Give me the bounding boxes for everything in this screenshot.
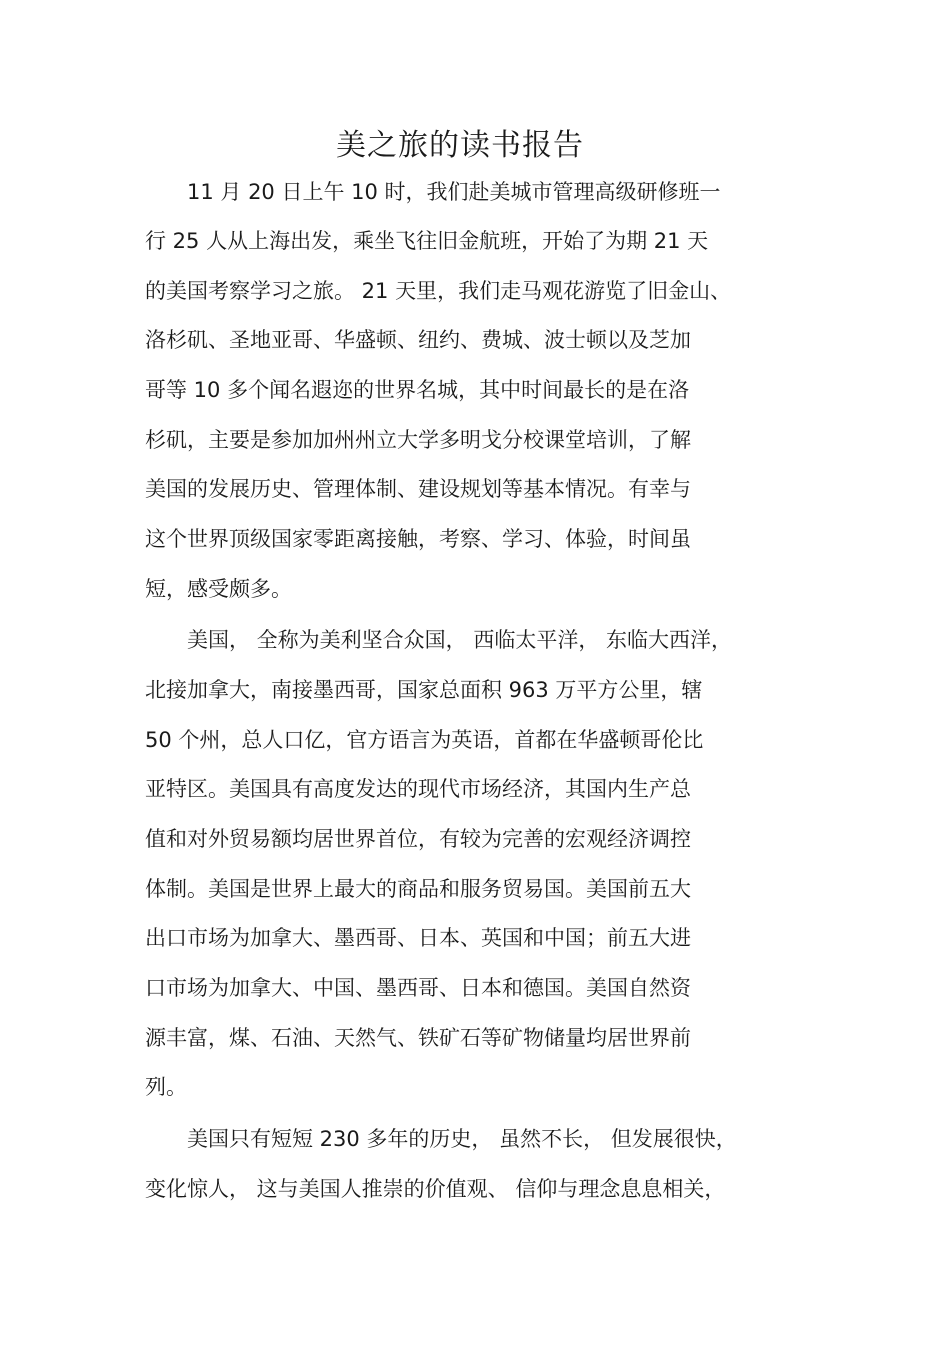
document-title: 美之旅的读书报告 xyxy=(336,128,584,163)
paragraph-3-line-1: 美国只有短短 230 多年的历史， 虽然不长， 但发展很快， xyxy=(145,1127,737,1151)
paragraph-2-line-3: 50 个州，总人口亿，官方语言为英语，首都在华盛顿哥伦比 xyxy=(145,728,704,752)
paragraph-2-line-7: 出口市场为加拿大、墨西哥、日本、英国和中国；前五大进 xyxy=(145,926,691,950)
paragraph-1-line-7: 美国的发展历史、管理体制、建设规划等基本情况。有幸与 xyxy=(145,477,691,501)
paragraph-2-line-2: 北接加拿大，南接墨西哥，国家总面积 963 万平方公里，辖 xyxy=(145,678,703,702)
paragraph-1-line-9: 短，感受颇多。 xyxy=(145,577,292,601)
paragraph-1-line-1: 11 月 20 日上午 10 时，我们赴美城市管理高级研修班一 xyxy=(145,180,721,204)
paragraph-2-line-8: 口市场为加拿大、中国、墨西哥、日本和德国。美国自然资 xyxy=(145,976,691,1000)
paragraph-2-line-5: 值和对外贸易额均居世界首位，有较为完善的宏观经济调控 xyxy=(145,827,691,851)
paragraph-2-line-1: 美国， 全称为美利坚合众国， 西临太平洋， 东临大西洋， xyxy=(145,628,733,652)
paragraph-1-line-4: 洛杉矶、圣地亚哥、华盛顿、纽约、费城、波士顿以及芝加 xyxy=(145,328,691,352)
paragraph-1-line-5: 哥等 10 多个闻名遐迩的世界名城，其中时间最长的是在洛 xyxy=(145,378,690,402)
paragraph-1-line-8: 这个世界顶级国家零距离接触，考察、学习、体验，时间虽 xyxy=(145,527,691,551)
paragraph-3-line-2: 变化惊人， 这与美国人推崇的价值观、 信仰与理念息息相关， xyxy=(145,1177,726,1201)
paragraph-1-line-3: 的美国考察学习之旅。 21 天里，我们走马观花游览了旧金山、 xyxy=(145,279,732,303)
paragraph-1-line-2: 行 25 人从上海出发，乘坐飞往旧金航班，开始了为期 21 天 xyxy=(145,229,709,253)
paragraph-2-line-6: 体制。美国是世界上最大的商品和服务贸易国。美国前五大 xyxy=(145,877,691,901)
paragraph-2-line-9: 源丰富，煤、石油、天然气、铁矿石等矿物储量均居世界前 xyxy=(145,1026,691,1050)
paragraph-2-line-10: 列。 xyxy=(145,1075,187,1099)
paragraph-1-line-6: 杉矶，主要是参加加州州立大学多明戈分校课堂培训，了解 xyxy=(145,428,691,452)
paragraph-2-line-4: 亚特区。美国具有高度发达的现代市场经济，其国内生产总 xyxy=(145,777,691,801)
